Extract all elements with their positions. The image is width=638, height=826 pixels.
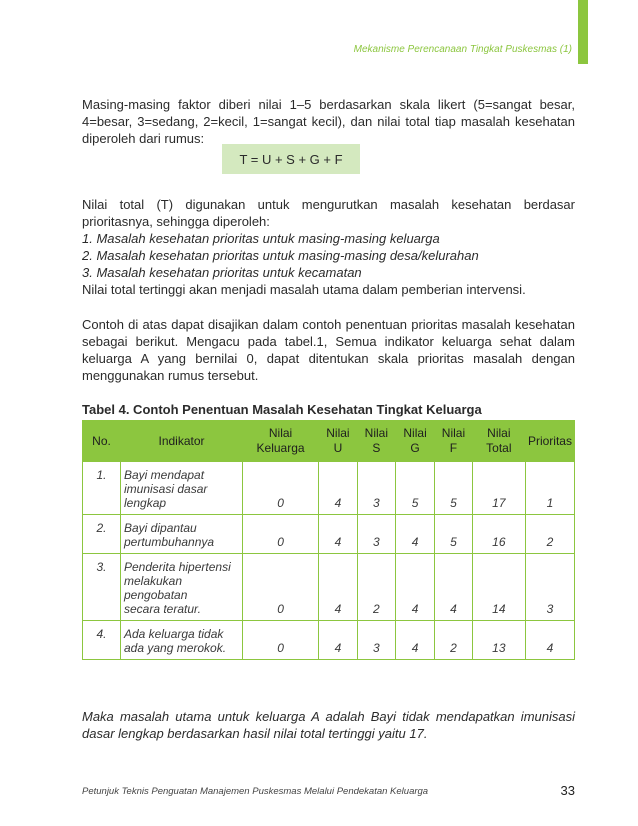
priority-item-2: 2. Masalah kesehatan prioritas untuk masing-masing desa/kelurahan <box>82 248 479 263</box>
table-row <box>83 554 575 621</box>
intro-paragraph: Masing-masing faktor diberi nilai 1–5 berdasarkan skala likert (5=sangat besar, 4=besar, 3=sedang, 2=kecil, 1=sangat kecil), dan nilai total tiap masalah kesehatan diperoleh dari rumus: <box>82 97 575 146</box>
cell-prioritas: 3 <box>525 554 574 621</box>
col-header-nilai-f: Nilai F <box>435 421 473 462</box>
header-accent-bar <box>578 0 588 64</box>
formula-box: T = U + S + G + F <box>222 144 360 174</box>
cell-indikator: Bayi mendapat imunisasi dasar lengkap <box>121 462 243 515</box>
col-header-nilai-g: Nilai G <box>395 421 434 462</box>
cell-no: 1. <box>83 462 121 515</box>
cell-indikator: Ada keluarga tidak ada yang merokok. <box>121 621 243 660</box>
cell-nilai-total: 13 <box>472 621 525 660</box>
cell-nilai-f: 4 <box>435 554 473 621</box>
cell-nilai-g: 5 <box>395 462 434 515</box>
conclusion-paragraph: Maka masalah utama untuk keluarga A adalah Bayi tidak mendapatkan imunisasi dasar lengkap berdasarkan hasil nilai total tertinggi yaitu 17. <box>82 709 575 741</box>
col-header-nilai-u: Nilai U <box>319 421 358 462</box>
cell-no: 4. <box>83 621 121 660</box>
running-header: Mekanisme Perencanaan Tingkat Puskesmas (1) <box>353 44 572 55</box>
cell-nilai-u: 4 <box>319 462 358 515</box>
priority-section <box>82 196 575 298</box>
priority-item-3: 3. Masalah kesehatan prioritas untuk kecamatan <box>82 265 362 280</box>
priority-table <box>82 420 575 660</box>
col-header-prioritas: Prioritas <box>525 421 574 462</box>
priority-lead: Nilai total (T) digunakan untuk mengurutkan masalah kesehatan berdasar prioritasnya, sehingga diperoleh: <box>82 197 575 229</box>
cell-nilai-u: 4 <box>319 515 358 554</box>
cell-nilai-g: 4 <box>395 515 434 554</box>
table-row <box>83 621 575 660</box>
col-header-nilai-total: Nilai Total <box>472 421 525 462</box>
cell-indikator: Penderita hipertensi melakukan pengobatan secara teratur. <box>121 554 243 621</box>
cell-prioritas: 4 <box>525 621 574 660</box>
table-title: Tabel 4. Contoh Penentuan Masalah Kesehatan Tingkat Keluarga <box>82 402 482 417</box>
priority-item-1: 1. Masalah kesehatan prioritas untuk masing-masing keluarga <box>82 231 440 246</box>
cell-nilai-f: 5 <box>435 462 473 515</box>
cell-nilai-total: 16 <box>472 515 525 554</box>
cell-nilai-total: 14 <box>472 554 525 621</box>
cell-nilai-g: 4 <box>395 621 434 660</box>
cell-nilai-f: 5 <box>435 515 473 554</box>
cell-no: 3. <box>83 554 121 621</box>
page-number: 33 <box>560 783 575 798</box>
cell-nilai-s: 3 <box>357 621 395 660</box>
cell-prioritas: 2 <box>525 515 574 554</box>
col-header-indikator: Indikator <box>121 421 243 462</box>
table-row <box>83 462 575 515</box>
cell-prioritas: 1 <box>525 462 574 515</box>
cell-nilai-s: 2 <box>357 554 395 621</box>
footer-text: Petunjuk Teknis Penguatan Manajemen Puskesmas Melalui Pendekatan Keluarga <box>82 786 429 797</box>
cell-nilai-s: 3 <box>357 462 395 515</box>
cell-nilai-total: 17 <box>472 462 525 515</box>
cell-nilai-keluarga: 0 <box>243 462 319 515</box>
table-header-row <box>83 421 575 462</box>
cell-nilai-keluarga: 0 <box>243 621 319 660</box>
cell-nilai-g: 4 <box>395 554 434 621</box>
cell-nilai-keluarga: 0 <box>243 515 319 554</box>
cell-indikator: Bayi dipantau pertumbuhannya <box>121 515 243 554</box>
cell-nilai-keluarga: 0 <box>243 554 319 621</box>
cell-no: 2. <box>83 515 121 554</box>
cell-nilai-u: 4 <box>319 554 358 621</box>
example-paragraph: Contoh di atas dapat disajikan dalam contoh penentuan prioritas masalah kesehatan sebagai berikut. Mengacu pada tabel.1, Semua indikator keluarga sehat dalam keluarga A yang bernilai 0, dapat ditentukan skala prioritas masalah dengan menggunakan rumus tersebut. <box>82 317 575 383</box>
col-header-no: No. <box>83 421 121 462</box>
table-row <box>83 515 575 554</box>
col-header-nilai-s: Nilai S <box>357 421 395 462</box>
priority-closing: Nilai total tertinggi akan menjadi masalah utama dalam pemberian intervensi. <box>82 282 526 297</box>
cell-nilai-u: 4 <box>319 621 358 660</box>
cell-nilai-f: 2 <box>435 621 473 660</box>
col-header-nilai-keluarga: Nilai Keluarga <box>243 421 319 462</box>
cell-nilai-s: 3 <box>357 515 395 554</box>
